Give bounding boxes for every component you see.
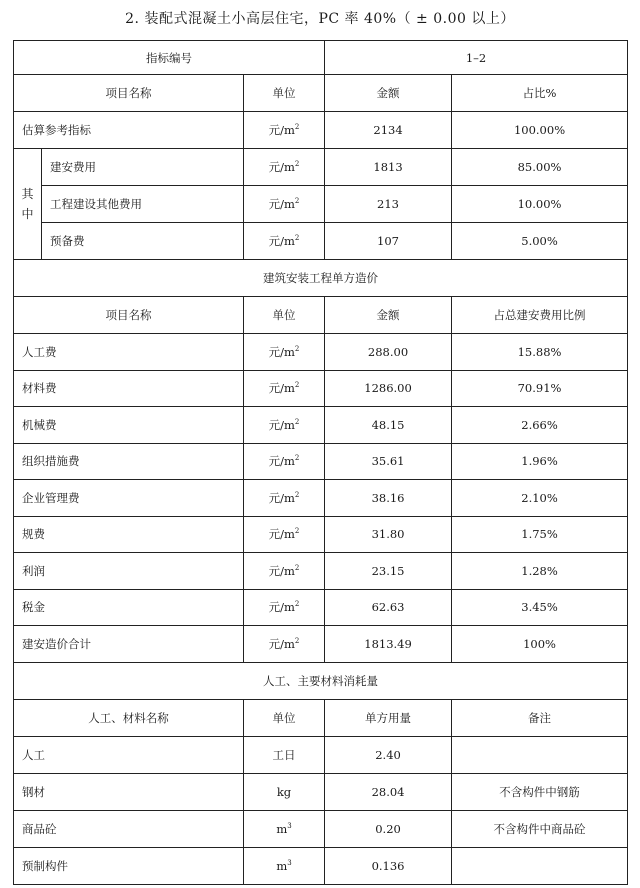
table-row — [14, 186, 628, 223]
table-row — [14, 847, 628, 884]
item-unit: 元$/m^2$ — [244, 370, 325, 407]
item-name: 工程建设其他费用 — [42, 186, 244, 223]
column-header: 备注 — [452, 699, 628, 736]
index-row — [14, 41, 628, 75]
column-header: 占比% — [452, 75, 628, 112]
item-pct: 15.88% — [452, 334, 628, 371]
table-row — [14, 112, 628, 149]
index-label: 指标编号 — [14, 41, 325, 75]
item-amount: 23.15 — [325, 553, 452, 590]
column-header: 金额 — [325, 75, 452, 112]
table-row — [14, 149, 628, 186]
item-unit: 元$/m^2$ — [244, 443, 325, 480]
item-name: 利润 — [14, 553, 244, 590]
item-amount: 107 — [325, 223, 452, 260]
item-amount: 38.16 — [325, 480, 452, 517]
item-unit: 元$/m^2$ — [244, 149, 325, 186]
section-title: 建筑安装工程单方造价 — [14, 260, 628, 297]
item-pct: 2.66% — [452, 407, 628, 444]
item-pct: 5.00% — [452, 223, 628, 260]
section-title-row — [14, 662, 628, 699]
item-note: 不含构件中商品砼 — [452, 810, 628, 847]
table-row — [14, 223, 628, 260]
item-name: 建安费用 — [42, 149, 244, 186]
item-unit: 元$/m^2$ — [244, 516, 325, 553]
item-qty: 0.20 — [325, 810, 452, 847]
item-pct: 1.75% — [452, 516, 628, 553]
item-amount: 48.15 — [325, 407, 452, 444]
column-header: 单位 — [244, 297, 325, 334]
qizhong-label: 其 中 — [14, 149, 42, 260]
cost-rows — [14, 334, 628, 663]
item-pct: 1.96% — [452, 443, 628, 480]
item-pct: 2.10% — [452, 480, 628, 517]
table-row — [14, 370, 628, 407]
cost-header-row — [14, 297, 628, 334]
item-name: 商品砼 — [14, 810, 244, 847]
item-amount: 1286.00 — [325, 370, 452, 407]
item-unit: 元$/m^2$ — [244, 480, 325, 517]
item-note — [452, 736, 628, 773]
item-pct: 100% — [452, 626, 628, 663]
section-title-row — [14, 260, 628, 297]
item-amount: 1813.49 — [325, 626, 452, 663]
material-header-row — [14, 699, 628, 736]
table-row — [14, 626, 628, 663]
item-name: 人工 — [14, 736, 244, 773]
summary-header-row — [14, 75, 628, 112]
item-amount: 1813 — [325, 149, 452, 186]
item-unit: 元$/m^2$ — [244, 112, 325, 149]
table-row — [14, 480, 628, 517]
item-unit: 元$/m^2$ — [244, 407, 325, 444]
item-name: 估算参考指标 — [14, 112, 244, 149]
item-amount: 35.61 — [325, 443, 452, 480]
table-row — [14, 516, 628, 553]
column-header: 单位 — [244, 699, 325, 736]
table-row — [14, 407, 628, 444]
column-header: 单位 — [244, 75, 325, 112]
item-qty: 0.136 — [325, 847, 452, 884]
item-name: 组织措施费 — [14, 443, 244, 480]
column-header: 单方用量 — [325, 699, 452, 736]
item-pct: 10.00% — [452, 186, 628, 223]
item-unit: 工日 — [244, 736, 325, 773]
item-name: 材料费 — [14, 370, 244, 407]
item-amount: 31.80 — [325, 516, 452, 553]
table-row — [14, 736, 628, 773]
item-pct: 100.00% — [452, 112, 628, 149]
item-amount: 62.63 — [325, 589, 452, 626]
section-title: 人工、主要材料消耗量 — [14, 662, 628, 699]
table-row — [14, 810, 628, 847]
column-header: 占总建安费用比例 — [452, 297, 628, 334]
cost-index-table — [13, 40, 628, 885]
column-header: 项目名称 — [14, 75, 244, 112]
item-pct: 3.45% — [452, 589, 628, 626]
item-note: 不含构件中钢筋 — [452, 773, 628, 810]
item-unit: $m^3$ — [244, 847, 325, 884]
item-name: 税金 — [14, 589, 244, 626]
column-header: 项目名称 — [14, 297, 244, 334]
item-qty: 2.40 — [325, 736, 452, 773]
table-row — [14, 773, 628, 810]
table-row — [14, 589, 628, 626]
item-amount: 2134 — [325, 112, 452, 149]
item-name: 规费 — [14, 516, 244, 553]
column-header: 人工、材料名称 — [14, 699, 244, 736]
item-unit: 元$/m^2$ — [244, 223, 325, 260]
item-name: 建安造价合计 — [14, 626, 244, 663]
item-unit: 元$/m^2$ — [244, 626, 325, 663]
item-pct: 1.28% — [452, 553, 628, 590]
item-name: 机械费 — [14, 407, 244, 444]
item-unit: 元$/m^2$ — [244, 186, 325, 223]
column-header: 金额 — [325, 297, 452, 334]
page-title: 2. 装配式混凝土小高层住宅，PC 率 40%（ ± 0.00 以上） — [125, 11, 515, 27]
table-row — [14, 553, 628, 590]
item-name: 预备费 — [42, 223, 244, 260]
item-note — [452, 847, 628, 884]
table-row — [14, 443, 628, 480]
item-unit: 元$/m^2$ — [244, 589, 325, 626]
item-name: 人工费 — [14, 334, 244, 371]
item-amount: 288.00 — [325, 334, 452, 371]
item-name: 钢材 — [14, 773, 244, 810]
material-rows — [14, 736, 628, 884]
item-pct: 85.00% — [452, 149, 628, 186]
item-qty: 28.04 — [325, 773, 452, 810]
item-unit: 元$/m^2$ — [244, 334, 325, 371]
item-amount: 213 — [325, 186, 452, 223]
item-unit: kg — [244, 773, 325, 810]
item-name: 企业管理费 — [14, 480, 244, 517]
index-value: 1–2 — [325, 41, 628, 75]
table-row — [14, 334, 628, 371]
item-unit: 元$/m^2$ — [244, 553, 325, 590]
item-name: 预制构件 — [14, 847, 244, 884]
item-unit: $m^3$ — [244, 810, 325, 847]
item-pct: 70.91% — [452, 370, 628, 407]
